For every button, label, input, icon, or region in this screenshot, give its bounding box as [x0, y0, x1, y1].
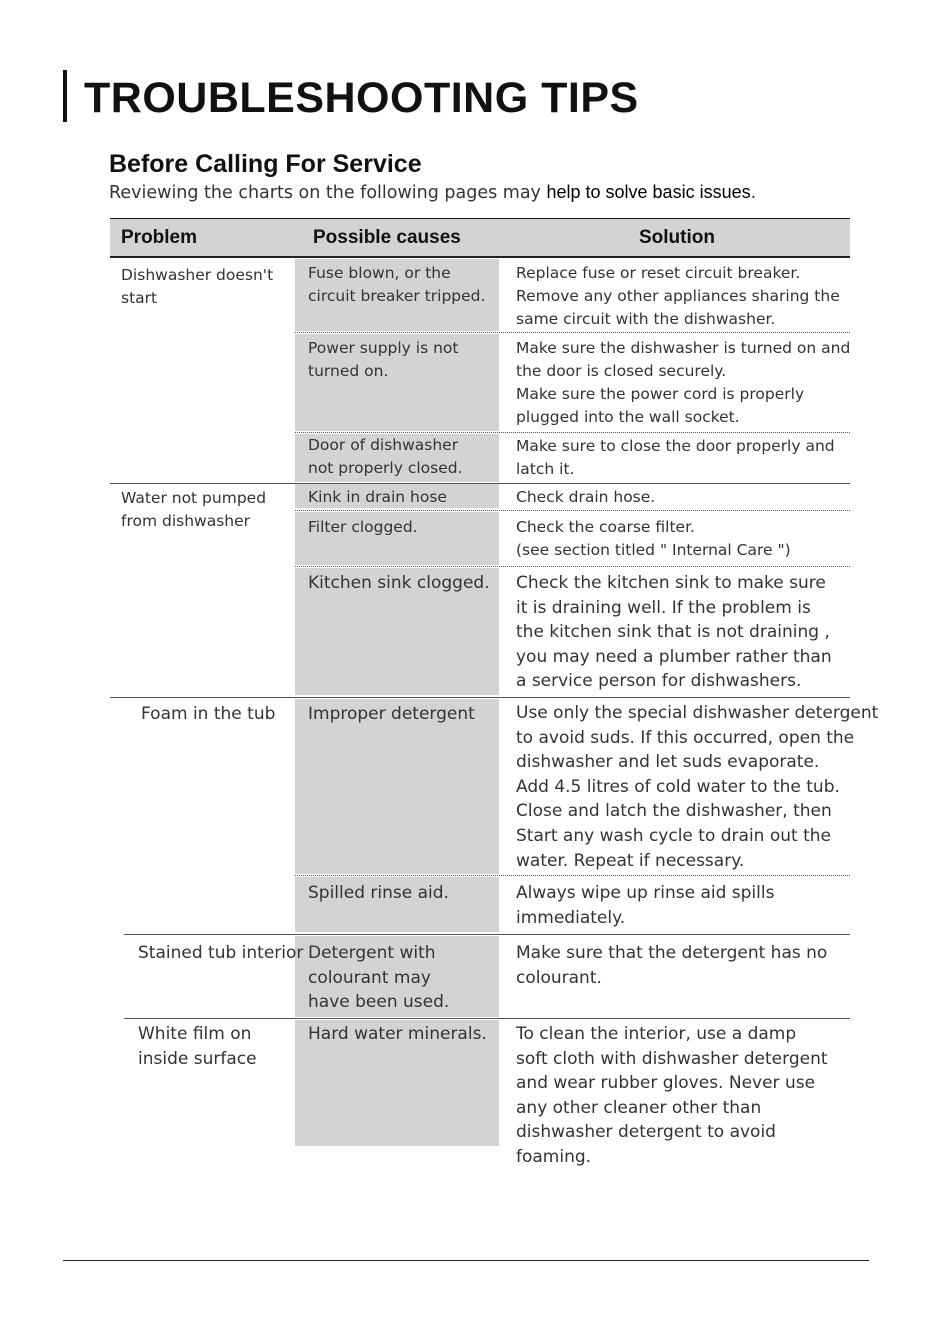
page-title: TROUBLESHOOTING TIPS: [84, 74, 639, 122]
table-header: [110, 218, 850, 258]
solution-cell: Make sure that the detergent has no colourant.: [516, 943, 828, 988]
row-divider: [295, 510, 850, 511]
problem-cell: Dishwasher doesn't start: [121, 266, 274, 307]
intro-lead: Reviewing the charts on the following pages may: [109, 183, 547, 203]
footer-rule: [63, 1260, 869, 1261]
group-divider: [110, 697, 850, 698]
problem-cell: Foam in the tub: [141, 704, 276, 724]
row-divider: [295, 432, 850, 433]
intro-emphasis: help to solve basic issues: [546, 182, 751, 202]
cause-cell: Door of dishwasher not properly closed.: [308, 436, 463, 477]
cause-cell: Kitchen sink clogged.: [308, 573, 490, 593]
problem-cell: White film on inside surface: [138, 1024, 257, 1069]
cause-cell: Power supply is not turned on.: [308, 339, 459, 380]
solution-cell: Always wipe up rinse aid spills immediately.: [516, 883, 775, 928]
problem-cell: Stained tub interior: [138, 943, 304, 963]
cause-cell: Spilled rinse aid.: [308, 883, 449, 903]
row-divider: [295, 332, 850, 333]
group-divider: [124, 934, 850, 935]
title-accent-bar: [63, 70, 67, 122]
row-divider: [295, 875, 850, 876]
cause-cell: Kink in drain hose: [308, 488, 447, 506]
header-problem: Problem: [121, 227, 198, 248]
solution-cell: To clean the interior, use a damp soft cloth with dishwasher detergent and wear rubber gloves. Never use any other cleaner other than dishwasher detergent to avoid foaming.: [516, 1024, 828, 1167]
cause-cell: Hard water minerals.: [308, 1024, 487, 1044]
solution-cell: Replace fuse or reset circuit breaker. Remove any other appliances sharing the same circuit with the dishwasher.: [516, 264, 840, 328]
problem-cell: Water not pumped from dishwasher: [121, 489, 267, 530]
cause-cell: Detergent with colourant may have been used.: [308, 943, 450, 1013]
header-causes: Possible causes: [313, 227, 461, 248]
solution-cell: Make sure the dishwasher is turned on and the door is closed securely. Make sure the power cord is properly plugged into the wall socket.: [516, 339, 851, 426]
group-divider: [124, 1018, 850, 1019]
solution-cell: Check the kitchen sink to make sure it is draining well. If the problem is the kitchen sink that is not draining , you may need a plumber rather than a service person for dishwashers.: [516, 573, 832, 692]
row-divider: [295, 566, 850, 567]
solution-cell: Check drain hose.: [516, 488, 656, 506]
intro-text: [109, 182, 756, 203]
cause-cell: Improper detergent: [308, 704, 475, 724]
cause-cell: Fuse blown, or the circuit breaker tripped.: [308, 264, 486, 305]
solution-cell: Make sure to close the door properly and latch it.: [516, 437, 835, 478]
solution-cell: Use only the special dishwasher detergent to avoid suds. If this occurred, open the dishwasher and let suds evaporate. Add 4.5 litres of cold water to the tub. Close and latch the dishwasher, then Start any wash cycle to drain out the water. Repeat if necessary.: [516, 703, 879, 871]
group-divider: [110, 483, 850, 484]
solution-cell: Check the coarse filter. (see section titled " Internal Care "): [516, 518, 791, 559]
header-solution: Solution: [639, 227, 715, 248]
cause-cell: Filter clogged.: [308, 518, 418, 536]
section-subtitle: Before Calling For Service: [109, 150, 422, 178]
intro-end: .: [750, 183, 757, 203]
